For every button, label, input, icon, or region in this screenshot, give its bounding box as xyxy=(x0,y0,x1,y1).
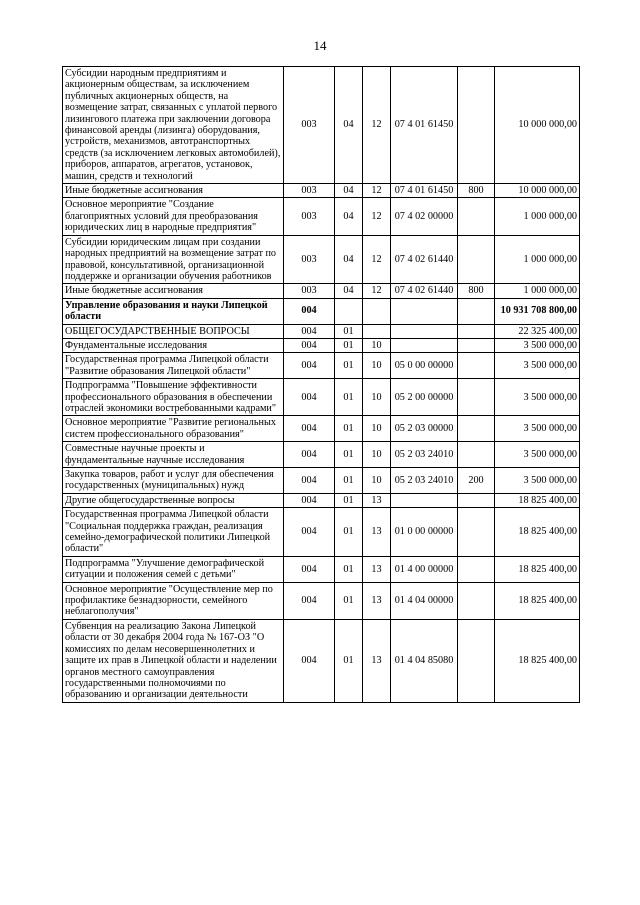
target-article-cell xyxy=(391,493,458,507)
expense-type-cell xyxy=(458,298,495,324)
expense-type-cell xyxy=(458,379,495,416)
item-name-cell: Основное мероприятие "Создание благоприятных условий для преобразования юридических лиц в народные предприятия" xyxy=(63,198,284,235)
table-row xyxy=(63,416,580,442)
target-article-cell: 05 2 00 00000 xyxy=(391,379,458,416)
table-row xyxy=(63,235,580,284)
budget-table-body xyxy=(63,67,580,703)
section-code-cell: 01 xyxy=(335,468,363,494)
item-name-cell: Управление образования и науки Липецкой области xyxy=(63,298,284,324)
expense-type-cell xyxy=(458,338,495,352)
expense-type-cell xyxy=(458,442,495,468)
subsection-code-cell: 12 xyxy=(363,184,391,198)
section-code-cell: 01 xyxy=(335,324,363,338)
ministry-code-cell: 004 xyxy=(284,353,335,379)
target-article-cell: 07 4 02 00000 xyxy=(391,198,458,235)
target-article-cell xyxy=(391,338,458,352)
amount-cell: 3 500 000,00 xyxy=(495,468,580,494)
expense-type-cell: 800 xyxy=(458,184,495,198)
ministry-code-cell: 004 xyxy=(284,416,335,442)
table-row xyxy=(63,298,580,324)
table-row xyxy=(63,442,580,468)
amount-cell: 18 825 400,00 xyxy=(495,556,580,582)
section-code-cell: 01 xyxy=(335,353,363,379)
amount-cell: 10 931 708 800,00 xyxy=(495,298,580,324)
section-code-cell: 01 xyxy=(335,416,363,442)
page-number: 14 xyxy=(313,38,327,53)
section-code-cell: 01 xyxy=(335,442,363,468)
subsection-code-cell: 10 xyxy=(363,338,391,352)
item-name-cell: Закупка товаров, работ и услуг для обеспечения государственных (муниципальных) нужд xyxy=(63,468,284,494)
expense-type-cell xyxy=(458,582,495,619)
table-row xyxy=(63,338,580,352)
section-code-cell: 01 xyxy=(335,508,363,557)
item-name-cell: Субвенция на реализацию Закона Липецкой области от 30 декабря 2004 года № 167-ОЗ "О комиссиях по делам несовершеннолетних и защите их прав в Липецкой области и наделении органов местного самоуправления государственными полномочиями по образованию и организации деятельности xyxy=(63,619,284,702)
subsection-code-cell: 12 xyxy=(363,67,391,184)
section-code-cell: 01 xyxy=(335,556,363,582)
amount-cell: 3 500 000,00 xyxy=(495,353,580,379)
target-article-cell xyxy=(391,298,458,324)
subsection-code-cell: 10 xyxy=(363,468,391,494)
subsection-code-cell: 13 xyxy=(363,582,391,619)
item-name-cell: Другие общегосударственные вопросы xyxy=(63,493,284,507)
table-row xyxy=(63,184,580,198)
section-code-cell xyxy=(335,298,363,324)
ministry-code-cell: 004 xyxy=(284,324,335,338)
target-article-cell: 05 0 00 00000 xyxy=(391,353,458,379)
expense-type-cell xyxy=(458,353,495,379)
ministry-code-cell: 004 xyxy=(284,619,335,702)
item-name-cell: Иные бюджетные ассигнования xyxy=(63,284,284,298)
amount-cell: 3 500 000,00 xyxy=(495,338,580,352)
table-row xyxy=(63,284,580,298)
subsection-code-cell: 10 xyxy=(363,442,391,468)
amount-cell: 3 500 000,00 xyxy=(495,416,580,442)
amount-cell: 10 000 000,00 xyxy=(495,67,580,184)
item-name-cell: Подпрограмма "Улучшение демографической ситуации и положения семей с детьми" xyxy=(63,556,284,582)
ministry-code-cell: 004 xyxy=(284,442,335,468)
amount-cell: 18 825 400,00 xyxy=(495,508,580,557)
item-name-cell: ОБЩЕГОСУДАРСТВЕННЫЕ ВОПРОСЫ xyxy=(63,324,284,338)
expense-type-cell xyxy=(458,508,495,557)
budget-table xyxy=(62,66,580,703)
table-row xyxy=(63,353,580,379)
amount-cell: 1 000 000,00 xyxy=(495,198,580,235)
expense-type-cell xyxy=(458,198,495,235)
section-code-cell: 04 xyxy=(335,67,363,184)
expense-type-cell xyxy=(458,556,495,582)
section-code-cell: 01 xyxy=(335,493,363,507)
expense-type-cell xyxy=(458,416,495,442)
subsection-code-cell: 13 xyxy=(363,556,391,582)
section-code-cell: 01 xyxy=(335,619,363,702)
ministry-code-cell: 004 xyxy=(284,379,335,416)
subsection-code-cell: 10 xyxy=(363,379,391,416)
item-name-cell: Подпрограмма "Повышение эффективности профессионального образования в обеспечении отраслей экономики востребованными кадрами" xyxy=(63,379,284,416)
target-article-cell: 01 4 04 85080 xyxy=(391,619,458,702)
subsection-code-cell: 10 xyxy=(363,416,391,442)
item-name-cell: Государственная программа Липецкой области "Социальная поддержка граждан, реализация семейно-демографической политики Липецкой области" xyxy=(63,508,284,557)
section-code-cell: 01 xyxy=(335,582,363,619)
ministry-code-cell: 004 xyxy=(284,338,335,352)
subsection-code-cell: 13 xyxy=(363,619,391,702)
amount-cell: 10 000 000,00 xyxy=(495,184,580,198)
target-article-cell: 01 4 00 00000 xyxy=(391,556,458,582)
target-article-cell: 07 4 01 61450 xyxy=(391,67,458,184)
target-article-cell: 07 4 01 61450 xyxy=(391,184,458,198)
expense-type-cell: 800 xyxy=(458,284,495,298)
expense-type-cell xyxy=(458,493,495,507)
ministry-code-cell: 003 xyxy=(284,184,335,198)
table-row xyxy=(63,508,580,557)
subsection-code-cell xyxy=(363,298,391,324)
subsection-code-cell: 10 xyxy=(363,353,391,379)
item-name-cell: Субсидии народным предприятиям и акционерным обществам, за исключением публичных акционерных обществ, на возмещение затрат, связанных с уплатой первого лизингового платежа при заключении договора финансовой аренды (лизинга) оборудования, устройств, механизмов, автотранспортных средств (за исключением легковых автомобилей), приборов, аппаратов, агрегатов, установок, машин, средств и технологий xyxy=(63,67,284,184)
table-row xyxy=(63,198,580,235)
table-row xyxy=(63,468,580,494)
target-article-cell: 01 0 00 00000 xyxy=(391,508,458,557)
amount-cell: 3 500 000,00 xyxy=(495,442,580,468)
table-row xyxy=(63,324,580,338)
section-code-cell: 04 xyxy=(335,184,363,198)
section-code-cell: 01 xyxy=(335,379,363,416)
ministry-code-cell: 003 xyxy=(284,284,335,298)
section-code-cell: 04 xyxy=(335,235,363,284)
target-article-cell: 05 2 03 24010 xyxy=(391,468,458,494)
amount-cell: 18 825 400,00 xyxy=(495,619,580,702)
amount-cell: 18 825 400,00 xyxy=(495,493,580,507)
subsection-code-cell xyxy=(363,324,391,338)
item-name-cell: Субсидии юридическим лицам при создании народных предприятий на возмещение затрат по правовой, консультативной, организационной поддержке и организации обучения работников xyxy=(63,235,284,284)
ministry-code-cell: 003 xyxy=(284,235,335,284)
item-name-cell: Совместные научные проекты и фундаментальные научные исследования xyxy=(63,442,284,468)
ministry-code-cell: 003 xyxy=(284,198,335,235)
target-article-cell: 07 4 02 61440 xyxy=(391,235,458,284)
subsection-code-cell: 13 xyxy=(363,508,391,557)
amount-cell: 1 000 000,00 xyxy=(495,235,580,284)
table-row xyxy=(63,556,580,582)
ministry-code-cell: 004 xyxy=(284,298,335,324)
target-article-cell: 07 4 02 61440 xyxy=(391,284,458,298)
subsection-code-cell: 12 xyxy=(363,235,391,284)
ministry-code-cell: 003 xyxy=(284,67,335,184)
ministry-code-cell: 004 xyxy=(284,493,335,507)
target-article-cell: 05 2 03 00000 xyxy=(391,416,458,442)
subsection-code-cell: 12 xyxy=(363,198,391,235)
amount-cell: 3 500 000,00 xyxy=(495,379,580,416)
ministry-code-cell: 004 xyxy=(284,508,335,557)
expense-type-cell xyxy=(458,67,495,184)
section-code-cell: 04 xyxy=(335,198,363,235)
table-row xyxy=(63,379,580,416)
table-row xyxy=(63,582,580,619)
subsection-code-cell: 12 xyxy=(363,284,391,298)
item-name-cell: Фундаментальные исследования xyxy=(63,338,284,352)
section-code-cell: 04 xyxy=(335,284,363,298)
expense-type-cell xyxy=(458,324,495,338)
item-name-cell: Государственная программа Липецкой области "Развитие образования Липецкой области" xyxy=(63,353,284,379)
expense-type-cell xyxy=(458,235,495,284)
amount-cell: 22 325 400,00 xyxy=(495,324,580,338)
table-row xyxy=(63,619,580,702)
subsection-code-cell: 13 xyxy=(363,493,391,507)
section-code-cell: 01 xyxy=(335,338,363,352)
item-name-cell: Иные бюджетные ассигнования xyxy=(63,184,284,198)
item-name-cell: Основное мероприятие "Развитие региональных систем профессионального образования" xyxy=(63,416,284,442)
amount-cell: 1 000 000,00 xyxy=(495,284,580,298)
ministry-code-cell: 004 xyxy=(284,582,335,619)
ministry-code-cell: 004 xyxy=(284,556,335,582)
expense-type-cell: 200 xyxy=(458,468,495,494)
item-name-cell: Основное мероприятие "Осуществление мер по профилактике безнадзорности, семейного неблагополучия" xyxy=(63,582,284,619)
table-row xyxy=(63,67,580,184)
table-row xyxy=(63,493,580,507)
target-article-cell: 05 2 03 24010 xyxy=(391,442,458,468)
ministry-code-cell: 004 xyxy=(284,468,335,494)
expense-type-cell xyxy=(458,619,495,702)
target-article-cell xyxy=(391,324,458,338)
target-article-cell: 01 4 04 00000 xyxy=(391,582,458,619)
amount-cell: 18 825 400,00 xyxy=(495,582,580,619)
